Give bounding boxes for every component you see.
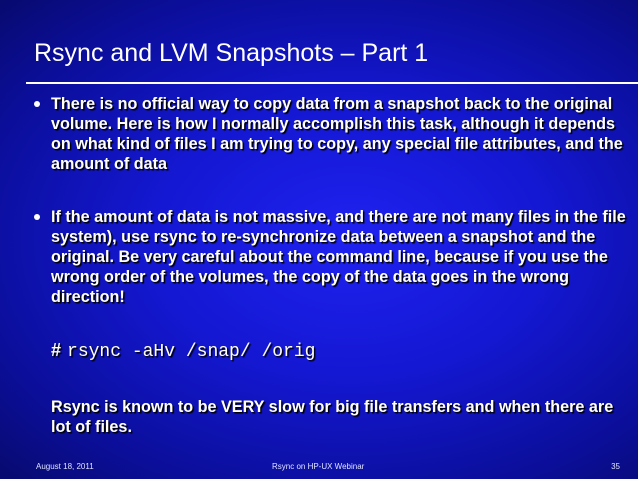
bullet-text-1: There is no official way to copy data from a snapshot back to the original volume. Here is how I normally accomplish this task, although it depends on what kind of files I am trying to copy, any special file attributes, and the amount of data	[51, 95, 623, 173]
footer-title: Rsync on HP-UX Webinar	[272, 462, 365, 471]
title-divider	[26, 82, 638, 84]
command-line	[51, 338, 315, 364]
rsync-note: Rsync is known to be VERY slow for big file transfers and when there are lot of files.	[51, 398, 614, 436]
slide-title: Rsync and LVM Snapshots – Part 1	[34, 39, 429, 67]
bullet-icon	[34, 101, 40, 107]
bullet-text-2: If the amount of data is not massive, and there are not many files in the file system), use rsync to re-synchronize data between a snapshot and the original. Be very careful about the command line, because if you use the wrong order of the volumes, the copy of the data goes in the wrong direction!	[51, 208, 626, 306]
command-prompt: #	[51, 340, 62, 360]
footer-date: August 18, 2011	[36, 462, 94, 471]
bullet-icon	[34, 214, 40, 220]
page-number: 35	[611, 462, 620, 471]
rsync-command: rsync -aHv /snap/ /orig	[67, 342, 316, 362]
